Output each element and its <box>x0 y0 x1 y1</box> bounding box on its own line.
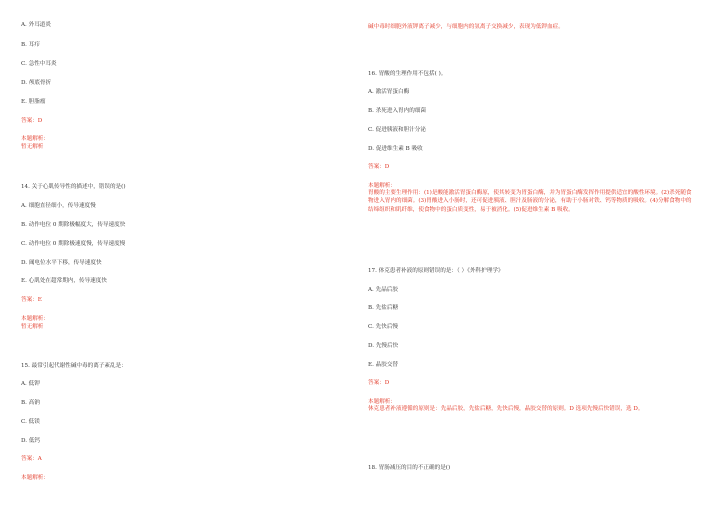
q17-option-a: A. 先晶后胶 <box>368 287 398 293</box>
q14-option-c: C. 动作电位 0 期除极速度慢，传导速度慢 <box>21 241 126 247</box>
right-column <box>368 0 698 508</box>
q14-stem: 14. 关于心肌传导性的描述中，错误的是() <box>21 184 126 190</box>
q14-answer: 答案：E <box>21 297 42 303</box>
q16-analysis-title: 本题解析： <box>368 183 396 189</box>
q14-analysis-body: 暂无解析 <box>21 324 44 330</box>
q17-option-b: B. 先盐后糖 <box>368 305 399 311</box>
q13-option-a: A. 外耳道炎 <box>21 22 51 28</box>
q14-option-b: B. 动作电位 0 期除极幅度大，传导速度快 <box>21 222 126 228</box>
q17-option-d: D. 先慢后快 <box>368 343 399 349</box>
q15-stem: 15. 最常引起代谢性碱中毒的离子紊乱是： <box>21 363 127 369</box>
q15-option-a: A. 低钾 <box>21 381 40 387</box>
q14-option-d: D. 阈电位水平下移，传导速度快 <box>21 260 102 266</box>
q17-option-e: E. 晶胶交替 <box>368 362 399 368</box>
q14-option-a: A. 细胞直径细小，传导速度慢 <box>21 203 96 209</box>
q16-option-d: D. 促进维生素 B 吸收 <box>368 146 423 152</box>
q16-answer: 答案：D <box>368 164 390 170</box>
q18-stem: 18. 胃肠减压的目的不正确的是() <box>368 465 451 471</box>
q13-analysis-body: 暂无解析 <box>21 144 44 150</box>
q13-option-b: B. 耳疖 <box>21 42 40 48</box>
q17-analysis-body: 休克患者补液遵循的原则是：先晶后胶，先盐后糖，先快后慢，晶胶交替的原则。D 选项先慢后快错误，选 D。 <box>368 406 644 412</box>
q14-option-e: E. 心肌处在超常期内，传导速度快 <box>21 278 107 284</box>
q17-analysis-title: 本题解析： <box>368 399 396 405</box>
q16-option-c: C. 促进胰液和胆汁分泌 <box>368 127 426 133</box>
q16-option-b: B. 杀死进入胃内的细菌 <box>368 108 427 114</box>
q15-answer: 答案：A <box>21 456 42 462</box>
q17-stem: 17. 体克患者补液的原则错误的是：（ ）《外科护理学》 <box>368 268 504 274</box>
q15-option-c: C. 低镁 <box>21 419 40 425</box>
left-column <box>21 0 341 508</box>
q15-option-b: B. 高钠 <box>21 400 40 406</box>
q15-analysis-title: 本题解析： <box>21 475 49 481</box>
q13-option-c: C. 急性中耳炎 <box>21 61 57 67</box>
q16-stem: 16. 胃酸的生理作用不包括( )。 <box>368 71 447 77</box>
q16-option-a: A. 激活胃蛋白酶 <box>368 89 410 95</box>
q15-option-d: D. 低钙 <box>21 438 41 444</box>
q14-analysis-title: 本题解析： <box>21 316 49 322</box>
q13-option-d: D. 颅底骨折 <box>21 80 52 86</box>
q13-analysis-title: 本题解析： <box>21 136 49 142</box>
q13-option-e: E. 胆脂瘤 <box>21 99 46 105</box>
q13-answer: 答案：D <box>21 118 43 124</box>
q16-analysis-body: 胃酸的主要生理作用：(1)是酸能激活胃蛋白酶原，使其转变为胃蛋白酶，并为胃蛋白酶发挥作用提供适宜的酸性环境。(2)杀死随食物进入胃内的细菌。(3)胃酸进入小肠时，还可促进胰液、胆汁及肠液的分泌，有助于小肠对铁、钙等物质的吸收。(4)分解食物中的结缔组织和肌纤维，使食物中的蛋白质变性，易于被消化。(5)促进维生素 B 吸收。 <box>368 190 692 213</box>
q17-answer: 答案：D <box>368 380 390 386</box>
q17-option-c: C. 先快后慢 <box>368 324 399 330</box>
q15-analysis-continued: 碱中毒时细胞外液钾离子减少，与细胞内的氢离子交换减少，表现为低钾血症。 <box>368 24 564 30</box>
